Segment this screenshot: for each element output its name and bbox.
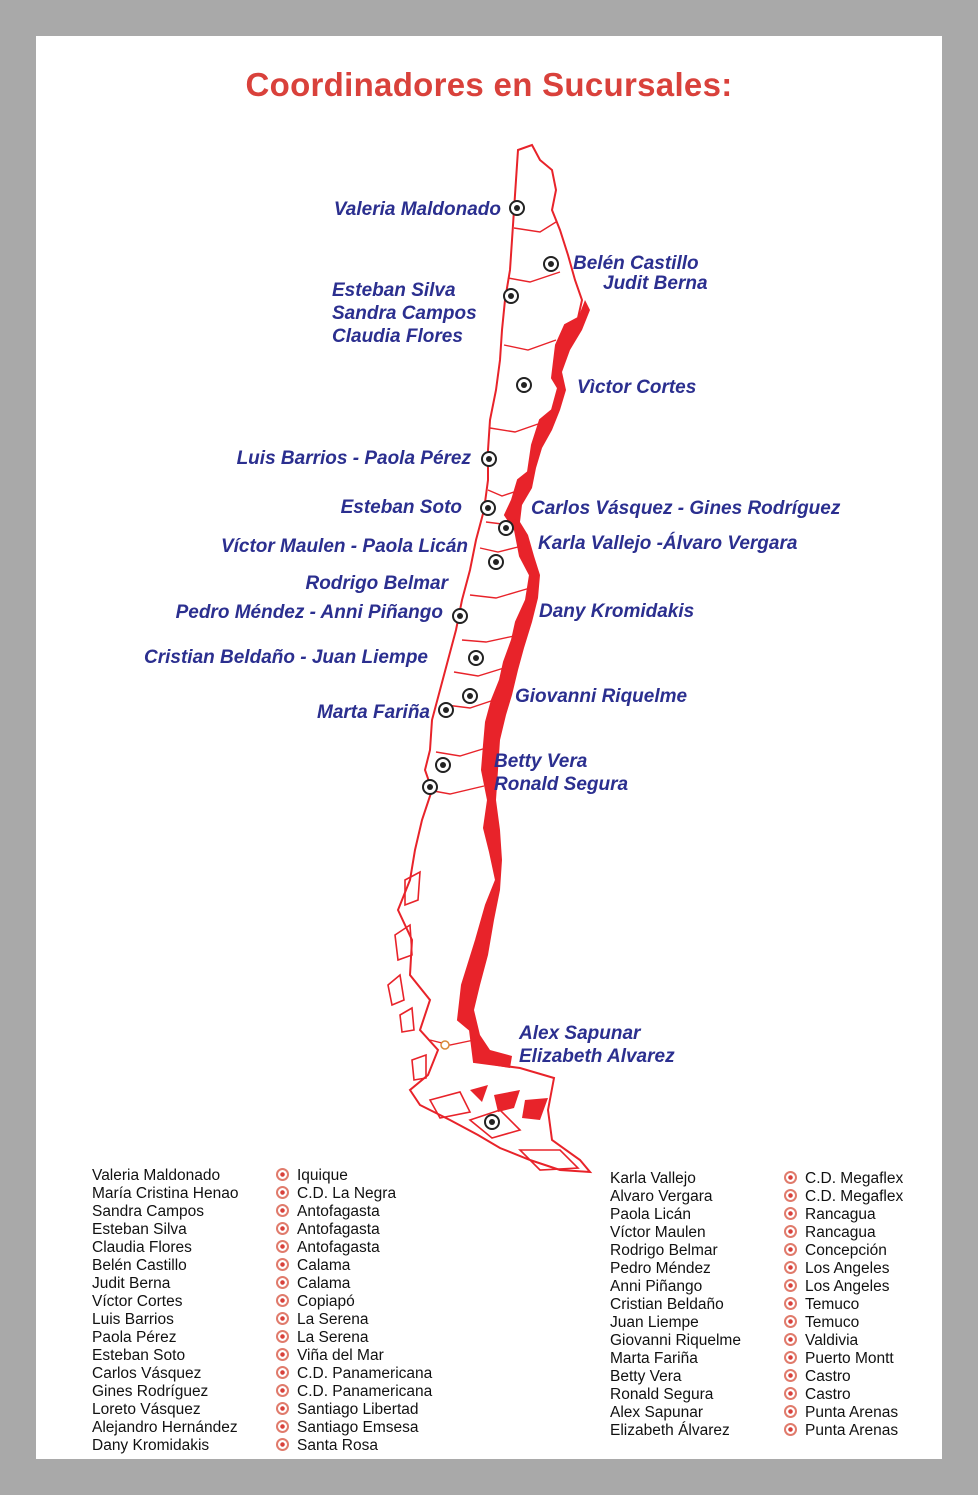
legend-name-text: Giovanni Riquelme [610,1332,741,1349]
marker-puerto-montt [436,758,450,772]
legend-left-branches [276,1167,432,1455]
marker-vina-del-mar [481,501,495,515]
legend-branch [276,1311,432,1329]
branch-bullet-icon [276,1168,289,1181]
legend-name [610,1278,741,1296]
legend-branch-text: Iquique [297,1167,348,1184]
branch-bullet-icon [276,1294,289,1307]
legend-name-text: Paola Licán [610,1206,692,1223]
legend-branch-text: Los Angeles [805,1278,890,1295]
legend-name-text: Luis Barrios [92,1311,174,1328]
legend-name-text: Alvaro Vergara [610,1188,713,1205]
legend-name [610,1170,741,1188]
legend-name [610,1260,741,1278]
legend-name-text: Alex Sapunar [610,1404,704,1421]
legend-branch-text: Concepción [805,1242,887,1259]
legend-branch-text: La Serena [297,1329,369,1346]
legend-name-text: Cristian Beldaño [610,1296,724,1313]
marker-temuco [463,689,477,703]
legend-name-text: Judit Berna [92,1275,171,1292]
legend-branch [276,1257,432,1275]
legend-name [610,1332,741,1350]
map-label-alex: Alex Sapunar [519,1023,641,1044]
legend-branch-text: Punta Arenas [805,1422,899,1439]
branch-bullet-icon [784,1315,797,1328]
legend-branch-text: Viña del Mar [297,1347,384,1364]
legend-branch [784,1206,903,1224]
legend-name [610,1350,741,1368]
map-label-pedro-anni: Pedro Méndez - Anni Piñango [175,602,443,623]
legend-name-text: María Cristina Henao [92,1185,239,1202]
legend-branch [276,1401,432,1419]
branch-bullet-icon [784,1261,797,1274]
branch-bullet-icon [276,1186,289,1199]
legend-name [610,1386,741,1404]
branch-bullet-icon [784,1243,797,1256]
legend-name-text: Víctor Cortes [92,1293,183,1310]
legend-name [610,1368,741,1386]
legend-branch-text: Rancagua [805,1224,876,1241]
legend-right-names [610,1170,741,1440]
legend-name [92,1365,238,1383]
branch-bullet-icon [784,1207,797,1220]
legend-branch [784,1314,903,1332]
marker-concepcion [453,609,467,623]
map-label-victor-cortes: Vìctor Cortes [577,377,697,398]
legend-branch-text: C.D. Megaflex [805,1170,904,1187]
marker-los-angeles [469,651,483,665]
legend-name [610,1188,741,1206]
map-label-victor-paola: Víctor Maulen - Paola Licán [220,536,468,557]
legend-branch-text: La Serena [297,1311,369,1328]
legend-name-text: Anni Piñango [610,1278,703,1295]
legend-name-text: Belén Castillo [92,1257,187,1274]
branch-bullet-icon [276,1258,289,1271]
legend-branch [276,1239,432,1257]
branch-bullet-icon [784,1423,797,1436]
legend-branch-text: Antofagasta [297,1239,380,1256]
legend-name-text: Paola Pérez [92,1329,177,1346]
branch-bullet-icon [276,1384,289,1397]
legend-branch-text: C.D. Panamericana [297,1383,433,1400]
map-label-esteban-silva: Esteban Silva [332,280,456,301]
legend-branch-text: Calama [297,1257,351,1274]
legend-name [92,1293,238,1311]
marker-la-serena [482,452,496,466]
marker-iquique [510,201,524,215]
legend-branch [276,1383,432,1401]
legend-branch [276,1293,432,1311]
marker-calama [544,257,558,271]
legend-branch [784,1368,903,1386]
legend-branch [276,1347,432,1365]
legend-name-text: Karla Vallejo [610,1170,696,1187]
legend-branch [276,1185,432,1203]
branch-bullet-icon [276,1438,289,1451]
branch-bullet-icon [276,1420,289,1433]
map-label-giovanni: Giovanni Riquelme [515,686,688,707]
legend-name [610,1314,741,1332]
legend-branch-text: Temuco [805,1296,860,1313]
legend-name-text: Claudia Flores [92,1239,192,1256]
legend-name [610,1224,741,1242]
legend-branch [276,1275,432,1293]
map-label-claudia: Claudia Flores [332,326,463,347]
legend-name [92,1203,238,1221]
map-border-strip [458,300,590,1068]
legend-name-text: Esteban Silva [92,1221,187,1238]
legend-branch-text: Antofagasta [297,1203,380,1220]
legend-name [610,1242,741,1260]
legend-branch [784,1224,903,1242]
legend-name-text: Marta Fariña [610,1350,698,1367]
legend-name [610,1404,741,1422]
marker-copiapo [517,378,531,392]
legend-name [92,1383,238,1401]
legend-name [610,1296,741,1314]
legend-branch-text: Santiago Libertad [297,1401,419,1418]
map-label-karla-alvaro: Karla Vallejo -Álvaro Vergara [538,533,798,554]
map-label-valeria: Valeria Maldonado [333,199,501,220]
legend-branch [784,1296,903,1314]
legend-branch [784,1242,903,1260]
marker-punta-arenas [485,1115,499,1129]
legend-branch [784,1422,903,1440]
legend-branch [784,1260,903,1278]
branch-bullet-icon [784,1369,797,1382]
branch-bullet-icon [276,1204,289,1217]
legend-name [92,1275,238,1293]
legend-name-text: Víctor Maulen [610,1224,706,1241]
legend-branch [784,1386,903,1404]
branch-bullet-icon [276,1348,289,1361]
legend-branch [784,1188,903,1206]
legend-branch [784,1404,903,1422]
branch-bullet-icon [276,1402,289,1415]
legend-name-text: Carlos Vásquez [92,1365,202,1382]
map-label-betty: Betty Vera [494,751,588,772]
legend-branch [276,1437,432,1455]
legend-right-branches [784,1170,903,1440]
map-label-belen: Belén Castillo [573,253,699,274]
legend-branch-text: Punta Arenas [805,1404,899,1421]
legend-name [92,1401,238,1419]
branch-bullet-icon [784,1333,797,1346]
legend-name-text: Ronald Segura [610,1386,714,1403]
legend-branch [276,1221,432,1239]
branch-bullet-icon [784,1405,797,1418]
map-label-esteban-soto: Esteban Soto [340,497,462,518]
map-label-luis-paola: Luis Barrios - Paola Pérez [236,448,471,469]
southern-red-patches [470,1085,548,1120]
marker-valdivia [439,703,453,717]
legend-branch-text: Calama [297,1275,351,1292]
legend-branch [276,1365,432,1383]
legend-name [92,1185,238,1203]
legend-name-text: Gines Rodríguez [92,1383,209,1400]
map-label-carlos-gines: Carlos Vásquez - Gines Rodríguez [531,498,841,519]
branch-bullet-icon [784,1297,797,1310]
legend-branch [276,1167,432,1185]
branch-bullet-icon [276,1222,289,1235]
map-label-ronald: Ronald Segura [494,774,629,795]
map-label-judit: Judit Berna [603,273,708,294]
legend-branch-text: Antofagasta [297,1221,380,1238]
legend-branch-text: Los Angeles [805,1260,890,1277]
legend-branch-text: Santiago Emsesa [297,1419,419,1436]
marker-coyhaique [441,1041,449,1049]
legend-branch [784,1278,903,1296]
legend-branch [784,1350,903,1368]
legend-name [610,1422,741,1440]
legend-name-text: Elizabeth Álvarez [610,1422,730,1439]
legend-branch-text: C.D. Megaflex [805,1188,904,1205]
legend-branch-text: C.D. Panamericana [297,1365,433,1382]
legend-branch-text: Castro [805,1368,851,1385]
legend-name [610,1206,741,1224]
legend-name-text: Sandra Campos [92,1203,205,1220]
legend-name [92,1311,238,1329]
legend-branch [276,1203,432,1221]
map-label-sandra: Sandra Campos [332,303,477,324]
page-title: Coordinadores en Sucursales: [245,66,733,103]
branch-bullet-icon [276,1312,289,1325]
map-label-elizabeth: Elizabeth Alvarez [519,1046,675,1067]
map-label-dany: Dany Kromidakis [539,601,695,622]
legend-branch-text: C.D. La Negra [297,1185,397,1202]
marker-antofagasta [504,289,518,303]
legend-name-text: Valeria Maldonado [92,1167,221,1184]
legend-left-names [92,1167,238,1455]
legend-name [92,1347,238,1365]
legend-name [92,1419,238,1437]
legend-branch [784,1170,903,1188]
legend-branch [276,1329,432,1347]
legend-branch-text: Rancagua [805,1206,876,1223]
branch-bullet-icon [784,1189,797,1202]
legend-name-text: Juan Liempe [610,1314,699,1331]
legend-name-text: Dany Kromidakis [92,1437,210,1454]
marker-rancagua [489,555,503,569]
branch-bullet-icon [276,1366,289,1379]
legend-name-text: Betty Vera [610,1368,682,1385]
marker-santiago [499,521,513,535]
map-label-rodrigo: Rodrigo Belmar [305,573,448,594]
legend-branch-text: Santa Rosa [297,1437,378,1454]
legend-branch [784,1332,903,1350]
marker-castro [423,780,437,794]
branch-bullet-icon [276,1330,289,1343]
legend-branch-text: Puerto Montt [805,1350,894,1367]
legend-branch-text: Copiapó [297,1293,355,1310]
legend-name [92,1257,238,1275]
branch-bullet-icon [784,1279,797,1292]
branch-bullet-icon [784,1351,797,1364]
legend-branch-text: Castro [805,1386,851,1403]
legend-name [92,1221,238,1239]
branch-bullet-icon [784,1225,797,1238]
branch-bullet-icon [276,1276,289,1289]
map-label-cristian-juan: Cristian Beldaño - Juan Liempe [144,647,428,668]
legend-name [92,1329,238,1347]
legend-name-text: Rodrigo Belmar [610,1242,718,1259]
branch-bullet-icon [276,1240,289,1253]
legend-name [92,1239,238,1257]
legend-branch-text: Temuco [805,1314,860,1331]
legend-name-text: Pedro Méndez [610,1260,711,1277]
branch-bullet-icon [784,1171,797,1184]
legend-name-text: Esteban Soto [92,1347,186,1364]
branch-bullet-icon [784,1387,797,1400]
legend-name [92,1167,238,1185]
legend-branch [276,1419,432,1437]
legend-name-text: Loreto Vásquez [92,1401,201,1418]
map-label-marta: Marta Fariña [317,702,430,723]
legend-branch-text: Valdivia [805,1332,859,1349]
legend-name-text: Alejandro Hernández [92,1419,238,1436]
legend-name [92,1437,238,1455]
